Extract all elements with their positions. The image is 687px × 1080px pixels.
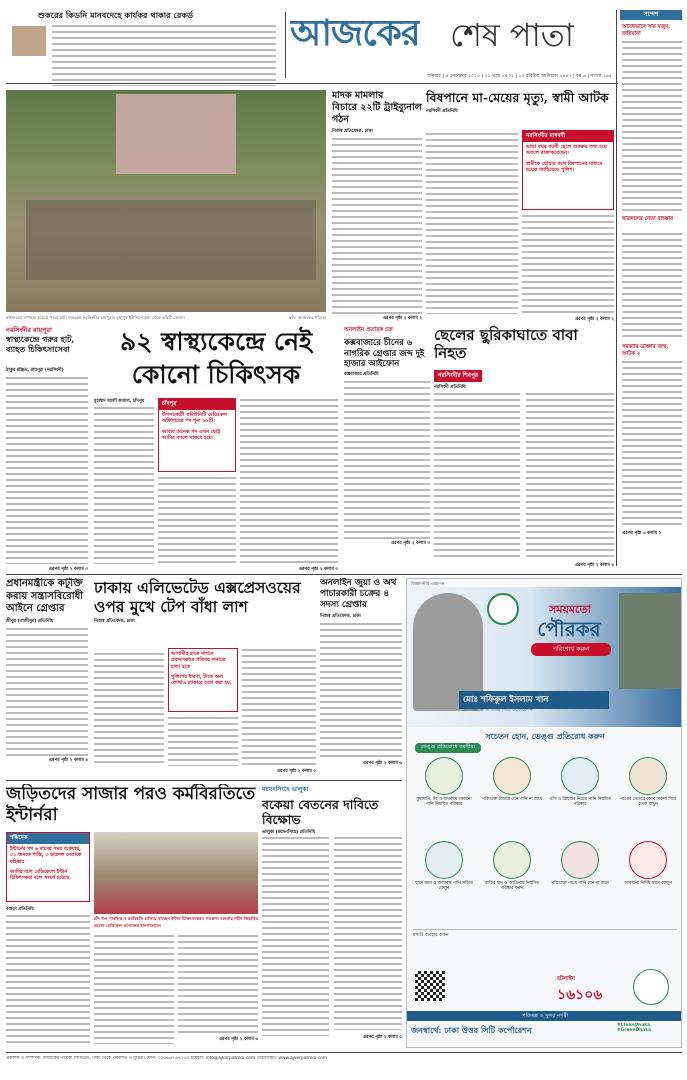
ad-item-7 xyxy=(549,841,611,921)
sidebar-title-1[interactable]: অবৈধভাবে সার মজুদ, জরিমানা xyxy=(622,24,671,37)
ad-item-icon-4 xyxy=(629,757,667,795)
knife-kicker: নরসিংদীর শিবপুর xyxy=(434,370,482,382)
ad-info-bar xyxy=(413,929,677,965)
poison-box-title: নরসিংদীর মাধবদী xyxy=(523,131,613,142)
lead-headline[interactable]: বিচারে ২২টি ট্রাইব্যুনাল গঠন xyxy=(332,102,422,125)
logo-sub: শেষ পাতা xyxy=(450,16,575,54)
sidebar xyxy=(620,10,682,566)
poison-continued: এরপর পৃষ্ঠা ২ কলাম ২ xyxy=(574,317,614,322)
ad-dengue-title: সচেতন হোন, ডেঙ্গু প্রতিরোধ করুন xyxy=(485,731,605,741)
ad-item-text-8: আবর্জনা নির্দিষ্ট স্থানে ফেলুন xyxy=(623,881,673,886)
ad-item-4 xyxy=(617,757,679,837)
health-byline: মুহাম্মদ আলী কামাল, চাঁদপুর xyxy=(94,399,145,404)
salary-sub: ময়মনসিংহে ভালুকা xyxy=(262,786,309,793)
masthead xyxy=(290,10,610,62)
ad-item-icon-5 xyxy=(425,841,463,879)
health-headline[interactable]: ৯২ স্বাস্থ্যকেন্দ্রে নেই কোনো চিকিৎসক xyxy=(119,327,313,389)
health-side-head[interactable]: স্বাস্থ্যকেন্দ্রে গরুর হাট, ব্যাহত চিকিৎসাসেবা xyxy=(6,334,75,354)
ad-item-2 xyxy=(481,757,543,837)
ad-item-1 xyxy=(413,757,475,837)
express-body-2 xyxy=(168,716,238,766)
teaser-photo xyxy=(12,26,46,56)
intern-box-title: শঙ্কিমেক xyxy=(7,833,89,844)
qr-code-icon xyxy=(415,971,445,1001)
ad-hotline-label: হটলাইন xyxy=(557,976,576,982)
logo-main[interactable]: আজকের xyxy=(290,12,420,54)
health-box-item-2: আবার অনেক পদ এখন ছোট্ট আমির বদলে থাকবে হয়ে। xyxy=(162,428,221,442)
lead-story xyxy=(332,90,422,322)
sidebar-divider xyxy=(616,10,617,566)
ad-block xyxy=(406,578,682,1048)
ad-item-3 xyxy=(549,757,611,837)
health-box-item-1: উপসহকারী কমিউনিটি মেডিকেল অফিসারের পদ শূন্য ৬১টি। xyxy=(162,412,228,425)
express-box xyxy=(168,648,238,712)
gamble-continued: এরপর পৃষ্ঠা ২ কলাম ৬ xyxy=(362,761,402,766)
crowd-shape xyxy=(26,200,316,280)
pm-headline[interactable]: প্রধানমন্ত্রীকে কটূক্তি করায় সন্ত্রাসবিরোধী আইনে গ্রেপ্তার xyxy=(6,578,84,614)
salary-headline[interactable]: বকেয়া বেতনের দাবিতে বিক্ষোভ xyxy=(262,797,379,827)
health-box xyxy=(158,398,236,472)
sidebar-continued: এরপর পৃষ্ঠা ৬ কলাম ১ xyxy=(622,531,662,536)
cox-byline: কক্সবাজার প্রতিনিধি xyxy=(344,371,379,377)
intern-body-1 xyxy=(6,914,90,1044)
ad-item-8 xyxy=(617,841,679,921)
express-box-item-2: পুলিশের ধারণা, টাকে অন্য কোথাও হ্যাকারে হত্যা করা হয়। xyxy=(171,673,232,687)
ad-item-icon-2 xyxy=(493,757,531,795)
ad-slogan-2: পৌরকর xyxy=(537,617,601,641)
cox-story xyxy=(344,326,430,572)
knife-body-1 xyxy=(434,392,520,560)
ad-item-5 xyxy=(413,841,475,921)
intern-body-3 xyxy=(178,934,258,1034)
poison-box-item-1: ভাড়া বছর বয়সী ছেলে শুকরুর তথ্য হয়ে অবলে রাজাকরেছেন। xyxy=(526,144,607,157)
ad-item-text-7: পরিত্যক্ত পাত্রে পানি যেন না জমে xyxy=(551,881,609,886)
intern-box-item-2: আমির বলে মেডিকেলে ইন্টার্ন চিকিৎসকরা বলে সংঘর্ষ হয়েছে xyxy=(10,868,70,882)
salary-continued: এরপর পৃষ্ঠা ২ কলাম ৫ xyxy=(362,1035,402,1040)
health-body-1 xyxy=(94,406,154,564)
dncc-seal-icon xyxy=(487,593,519,625)
lead-continued: এরপর পৃষ্ঠা ২ কলাম ২ xyxy=(382,316,422,321)
imprint: প্রকাশক ও সম্পাদক: আজকের পত্রিকা লিমিটেড, ঢাকা থেকে প্রকাশিত ও মুদ্রিত। ফোন: ০৯৬৬৬৭৬৭২৬০ ইমেইল: info@ajkerpatrika.com ওয়েবসাইট: www.ajkerpatrika.com xyxy=(6,1056,328,1061)
health-body-2 xyxy=(158,476,236,564)
salary-story xyxy=(262,784,402,1046)
intern-body-2 xyxy=(94,934,174,1044)
gamble-headline[interactable]: অনলাইন জুয়া ও অর্থ পাচারকারী চক্রের ৪ সদস্য গ্রেপ্তার xyxy=(320,578,397,610)
lead-photo-credit: ছবি: আজকের পত্রিকা xyxy=(289,315,326,320)
health-side-continued: এরপর পৃষ্ঠা ২ কলাম ৩ xyxy=(48,567,88,572)
lead-body xyxy=(332,137,422,315)
ad-person-name: মোঃ শফিকুল ইসলাম খান xyxy=(459,691,609,709)
express-byline: নিজস্ব প্রতিবেদক, ঢাকা xyxy=(94,619,135,624)
ad-person-role: প্রশাসক, ঢাকা উত্তর সিটি কর্পোরেশন xyxy=(463,708,533,713)
intern-box xyxy=(6,832,90,902)
pm-byline: শ্রীপুর (গাজীপুর) প্রতিনিধি xyxy=(6,618,54,624)
intern-box-item-1: ইন্টার্নের পদ ৬ মাসের সময় বকেয়াছ, ৩১ জনকে শাস্তি, ৩ ছাত্রদল নেতাকে বহিষ্কার xyxy=(10,846,82,865)
express-story xyxy=(94,578,316,778)
top-divider xyxy=(285,12,286,78)
ad-dengue-sub: ডেঙ্গু প্রতিরোধে করণীয়: xyxy=(415,743,481,753)
ad-item-text-2: পরিত্যক্ত টায়ারে যেন পানি না জমে xyxy=(482,797,542,802)
pm-continued: এরপর পৃষ্ঠা ২ কলাম ৪ xyxy=(48,757,88,763)
top-teaser xyxy=(6,8,278,88)
gamble-body xyxy=(320,622,402,760)
knife-headline[interactable]: ছেলের ছুরিকাঘাতে বাবা নিহত xyxy=(434,326,578,362)
ad-item-text-1: ফুলদানি, টব ও বাথরুমে জমানো পানি নিয়মিত পরিষ্কার xyxy=(416,797,472,808)
express-continued: এরপর পৃষ্ঠা ২ কলাম ৫ xyxy=(276,769,316,774)
knife-continued: এরপর পৃষ্ঠা ২ কলাম ৪ xyxy=(574,563,614,568)
knife-byline: নরসিংদী প্রতিনিধি xyxy=(434,385,466,390)
ad-item-icon-6 xyxy=(493,841,531,879)
ad-label: বিজ্ঞাপনীর প্রজ্ঞাপন xyxy=(411,582,445,587)
pm-story xyxy=(6,578,88,778)
intern-headline[interactable]: জড়িতদের সাজার পরও কর্মবিরতিতে ইন্টার্নরা xyxy=(6,784,256,825)
health-side-byline: ঠাকুর রঞ্জিত, রায়পুরা (নরসিংদী) xyxy=(6,368,64,373)
express-box-item-1: আগামীর হাতে নাগনে প্রবানসকারে গতিবর দানাতে হত্যা হতে xyxy=(171,651,226,670)
knife-body-2 xyxy=(526,392,614,560)
health-continued: এরপর পৃষ্ঠা ২ কলাম ৩ xyxy=(298,567,338,572)
sidebar-body-2 xyxy=(622,232,682,340)
salary-byline: ভালুকা (ময়মনসিংহ) প্রতিনিধি xyxy=(262,830,316,835)
poison-story xyxy=(426,90,614,322)
dateline: শনিবার | ৫ সেপ্টেম্বর ২০২৫ | ২১ ভাদ্র ১৪৩২ | ১২ রবিউল আউয়াল ১৪৪৭ | বর্ষ ৬ | সংখ্যা ১৬৫ xyxy=(427,74,612,79)
salary-body-2 xyxy=(334,836,402,1030)
mid-rule xyxy=(6,574,682,575)
sidebar-body-3 xyxy=(622,360,682,528)
lead-photo-caption: মাইজড্ডে বাসানো হয়েছে পশুর হাট। শতরকম নরসিংদীর রায়পুরার মুছাপুর ইউনিয়ন ছয়া থেকে ছবিটি তোলা। xyxy=(6,315,186,320)
sidebar-title-2[interactable]: ছাত্রদলের নেতা বহিষ্কার xyxy=(622,216,674,222)
ad-item-icon-7 xyxy=(561,841,599,879)
masthead-rule xyxy=(6,83,618,84)
row4-rule xyxy=(6,780,402,781)
ad-hashtags: #CleanDhaka #GreenDhaka xyxy=(617,1023,652,1033)
knife-story xyxy=(434,326,614,572)
building-shape xyxy=(116,94,236,174)
ad-item-text-3: এসি ও ফ্রিজের নিচের পানি নিয়মিত পরিষ্কার xyxy=(549,797,611,808)
poison-byline: নরসিংদী প্রতিনিধি xyxy=(426,109,458,114)
ad-item-text-5: ছাদে জমা ও জলাবদ্ধ পানি সরিয়ে ফেলুন xyxy=(415,881,473,892)
cox-headline[interactable]: কক্সবাজারে চীনের ৬ নাগরিক গ্রেপ্তার জব্দ দুই হাজার আইফোন xyxy=(344,337,425,368)
ad-footer-2: জনস্বার্থে: ঢাকা উত্তর সিটি কর্পোরেশন xyxy=(411,1025,532,1035)
ad-hotline[interactable]: ১৬১০৬ xyxy=(557,987,603,1003)
ad-item-text-4: পাত্রের ভেতরে কোন ঢাকনা দিয়ে ঢেকে রাখুন xyxy=(620,797,676,808)
ad-footer-1: পরিচ্ছন্ন ও সুন্দর নগরী xyxy=(407,1011,682,1021)
poison-body-1 xyxy=(426,132,518,314)
cox-body xyxy=(344,380,430,540)
health-kicker: নরসিংদীর রায়পুরা xyxy=(6,326,52,334)
health-box-title: চাঁদপুর xyxy=(159,399,235,410)
ad-item-text-6: বাড়ির ছাদ ও আঙিনায় নিয়মিত পরিষ্কার করুন xyxy=(485,881,539,892)
intern-continued: এরপর পৃষ্ঠা ২ কলাম ৬ xyxy=(218,1037,258,1042)
lead-photo xyxy=(6,90,326,312)
ad-banner xyxy=(407,587,682,727)
ad-slogan-3: পরিশোধ করুন xyxy=(531,643,611,656)
cox-sub: অনলাইন প্রতারক চক্র xyxy=(344,327,393,333)
pm-body xyxy=(6,627,88,757)
ad-item-text-9: মশারি ব্যবহার করুন xyxy=(413,933,449,938)
gamble-story xyxy=(320,578,402,778)
health-body-3 xyxy=(240,398,338,564)
poison-box-item-2: স্বামীকে ছোয়ার কথে বিষপানের মাধ্যমে ছয়েক জাহিয়েছে পুলিশ। xyxy=(526,160,603,174)
sidebar-body-1 xyxy=(622,40,682,212)
ad-activity-photo xyxy=(619,593,681,689)
imprint-rule xyxy=(6,1052,682,1053)
ad-item-icon-3 xyxy=(561,757,599,795)
mosquito-icon xyxy=(629,841,667,879)
cox-continued: এরপর পৃষ্ঠা ২ কলাম ৩ xyxy=(390,540,430,546)
poison-body-2 xyxy=(522,214,614,314)
dncc-logo-icon xyxy=(633,969,669,1005)
poison-box xyxy=(522,130,614,210)
salary-body-1 xyxy=(262,836,329,1036)
lead-byline: নিজস্ব প্রতিবেদক, ঢাকা xyxy=(332,129,373,134)
health-side-body xyxy=(6,376,88,564)
gamble-byline: নিজস্ব প্রতিবেদক, ঢাকা xyxy=(320,614,361,619)
ad-item-6 xyxy=(481,841,543,921)
express-body-3 xyxy=(242,648,316,766)
express-headline[interactable]: ঢাকায় এলিভেটেড এক্সপ্রেসওয়ের ওপর মুখে টেপ বাঁধা লাশ xyxy=(94,578,301,616)
teaser-body xyxy=(52,24,276,86)
poison-headline[interactable]: বিষপানে মা-মেয়ের মৃত্যু, স্বামী আটক xyxy=(426,90,609,105)
ad-item-icon-1 xyxy=(425,757,463,795)
sidebar-label: সন্দেশ xyxy=(620,10,682,20)
ad-slogan-1: সময়মতো xyxy=(549,603,591,616)
express-body-1 xyxy=(94,652,164,766)
teaser-headline[interactable]: শুকরের কিডনি মানবদেহে কার্যকর থাকার রেকর্ড xyxy=(38,10,194,20)
intern-photo xyxy=(94,832,258,914)
lead-sub: মাদক মামলার xyxy=(332,90,384,101)
intern-byline: বগুড়া প্রতিনিধি xyxy=(6,907,34,912)
sidebar-title-3[interactable]: সরকারি ডাক্তার জন্ম, আটক ২ xyxy=(622,344,669,357)
intern-photo-caption: চাঁদ খণ্ড পাবলিক ব কর্মবিরতি চালিয়ে যাচ্ছেন ইন্টার্ন চিকিৎসকেরা। গতকাল বগুড়ার শহীদ জিয়াউর রহমান মেডিকেল কলেজের হাসপাতালে। xyxy=(94,916,258,928)
